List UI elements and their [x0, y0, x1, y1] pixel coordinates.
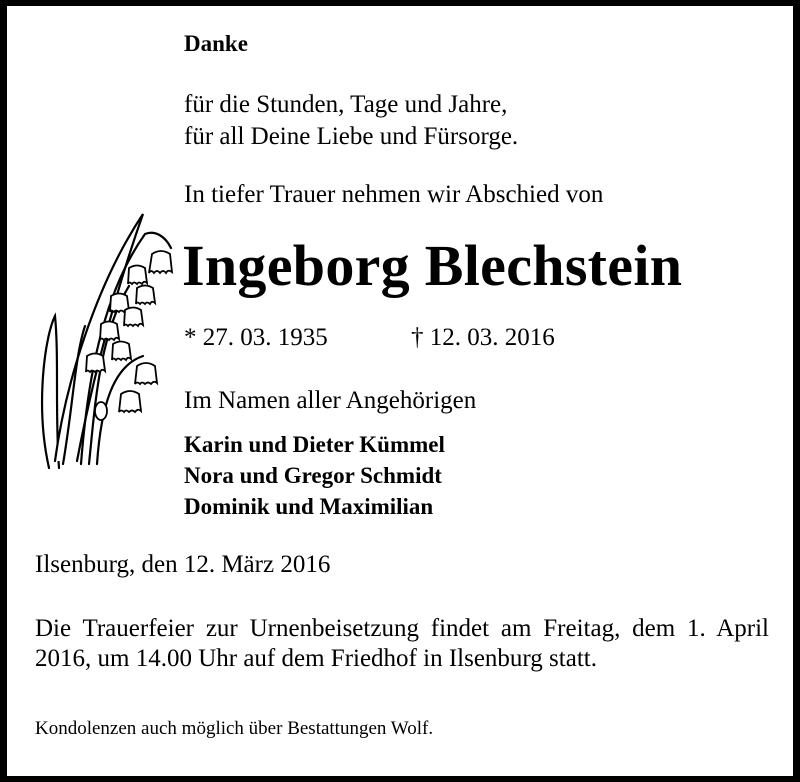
family-name-1: Karin und Dieter Kümmel	[184, 432, 445, 457]
lily-of-the-valley-icon	[25, 206, 175, 476]
death-date: † 12. 03. 2016	[411, 324, 555, 351]
gratitude-line-2: für all Deine Liebe und Fürsorge.	[184, 123, 519, 150]
farewell-intro: In tiefer Trauer nehmen wir Abschied von	[184, 181, 604, 208]
heading-thanks: Danke	[184, 31, 248, 56]
ceremony-info: Die Trauerfeier zur Urnenbeisetzung findet am Freitag, dem 1. April 2016, um 14.00 Uhr auf dem Friedhof in Ilsenburg statt.	[35, 615, 769, 672]
gratitude-text	[184, 89, 518, 153]
birth-date: * 27. 03. 1935	[184, 324, 328, 351]
deceased-name: Ingeborg Blechstein	[182, 233, 683, 298]
place-and-date: Ilsenburg, den 12. März 2016	[35, 551, 331, 578]
obituary-notice	[7, 6, 793, 776]
on-behalf-line: Im Namen aller Angehörigen	[184, 387, 477, 414]
family-names	[184, 429, 445, 522]
gratitude-line-1: für die Stunden, Tage und Jahre,	[184, 91, 508, 118]
family-name-3: Dominik und Maximilian	[184, 494, 434, 519]
condolences-note: Kondolenzen auch möglich über Bestattungen Wolf.	[35, 718, 434, 739]
family-name-2: Nora und Gregor Schmidt	[184, 463, 442, 488]
